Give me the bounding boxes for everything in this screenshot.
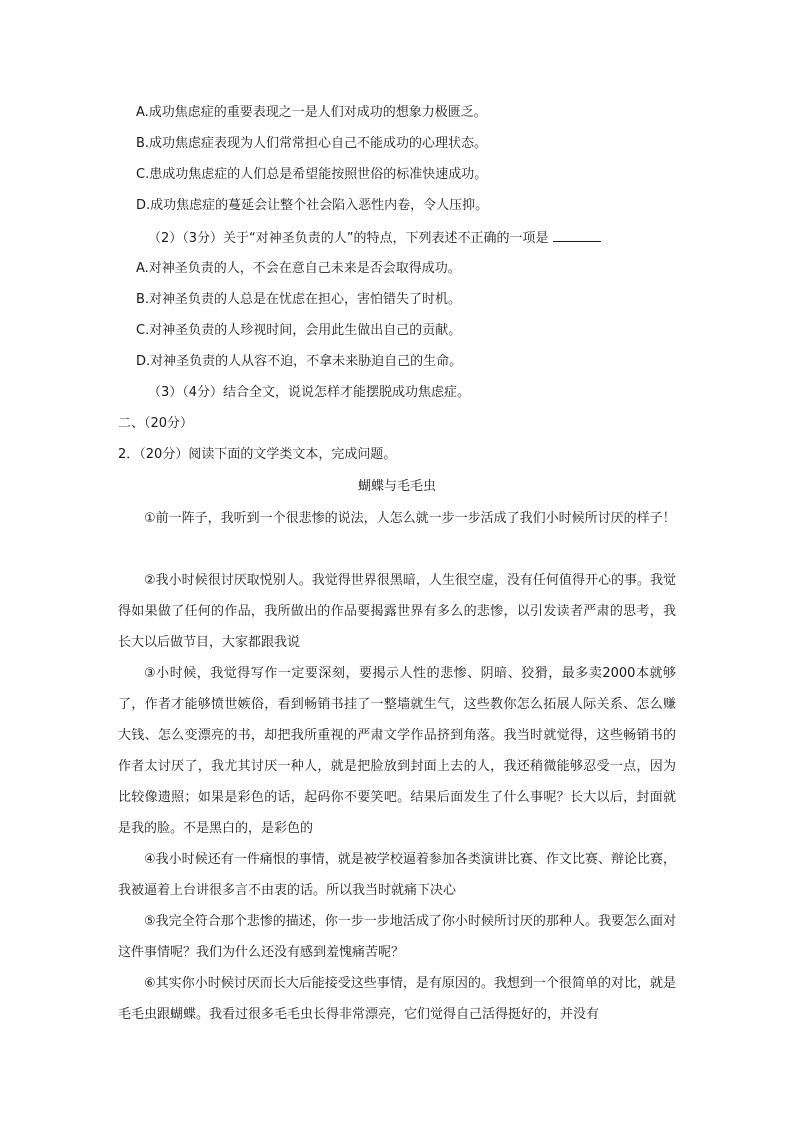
answer-blank — [553, 229, 601, 242]
q1-option-d: D.成功焦虑症的蔓延会让整个社会陷入恶性内卷，令人压抑。 — [136, 198, 489, 213]
article-paragraph-3: ③小时候，我觉得写作一定要深刻，要揭示人性的悲惨、阴暗、狡猾，最多卖2000本就够了，作者才能够愤世嫉俗，看到畅销书挂了一整墙就生气，这些教你怎么拓展人际关系、怎么赚大钱、怎么变漂亮的书，却把我所重视的严肃文学作品挤到角落。我当时就觉得，这些畅销书的作者太讨厌了，我尤其讨厌一种人，就是把脸放到封面上去的人，我还稍微能够忍受一点，因为比较像遗照；如果是彩色的话，起码你不要笑吧。结果后面发生了什么事呢？长大以后，封面就是我的脸。不是黑白的，是彩色的 — [118, 666, 676, 836]
q2-stem — [148, 229, 601, 248]
q1-option-b: B.成功焦虑症表现为人们常常担心自己不能成功的心理状态。 — [136, 136, 488, 151]
article-paragraph-6: ⑥其实你小时候讨厌而长大后能接受这些事情，是有原因的。我想到一个很简单的对比，就是毛毛虫跟蝴蝶。我看过很多毛毛虫长得非常漂亮，它们觉得自己活得挺好的，并没有 — [118, 976, 676, 1022]
section-heading: 二、（20分） — [118, 416, 194, 431]
q2-option-d: D.对神圣负责的人从容不迫，不拿未来胁迫自己的生命。 — [136, 354, 463, 369]
q1-option-a: A.成功焦虑症的重要表现之一是人们对成功的想象力极匮乏。 — [136, 105, 487, 120]
article-paragraph-2: ②我小时候很讨厌取悦别人。我觉得世界很黑暗，人生很空虚，没有任何值得开心的事。我觉得如果做了任何的作品，我所做出的作品要揭露世界有多么的悲惨，以引发读者严肃的思考，我长大以后做节目，大家都跟我说 — [118, 573, 676, 650]
article-paragraph-1: ①前一阵子，我听到一个很悲惨的说法，人怎么就一步一步活成了我们小时候所讨厌的样子！ — [144, 511, 676, 526]
article-title: 蝴蝶与毛毛虫 — [357, 479, 436, 494]
q3-stem: （3）（4分）结合全文，说说怎样才能摆脱成功焦虑症。 — [148, 385, 471, 400]
q2-stem-text: （2）（3分）关于“对神圣负责的人”的特点，下列表述不正确的一项是 — [148, 231, 549, 246]
article-paragraph-5: ⑤我完全符合那个悲惨的描述，你一步一步地活成了你小时候所讨厌的那种人。我要怎么面对这件事情呢？我们为什么还没有感到羞愧痛苦呢？ — [118, 914, 676, 960]
q1-option-c: C.患成功焦虑症的人们总是希望能按照世俗的标准快速成功。 — [136, 167, 488, 182]
question-2-stem: 2．（20分）阅读下面的文学类文本，完成问题。 — [118, 447, 397, 462]
q2-option-a: A.对神圣负责的人，不会在意自己未来是否会取得成功。 — [136, 261, 461, 276]
q2-option-b: B.对神圣负责的人总是在忧虑在担心，害怕错失了时机。 — [136, 292, 462, 307]
article-paragraph-4: ④我小时候还有一件痛恨的事情，就是被学校逼着参加各类演讲比赛、作文比赛、辩论比赛，我被逼着上台讲很多言不由衷的话。所以我当时就痛下决心 — [118, 852, 676, 898]
q2-option-c: C.对神圣负责的人珍视时间，会用此生做出自己的贡献。 — [136, 323, 462, 338]
